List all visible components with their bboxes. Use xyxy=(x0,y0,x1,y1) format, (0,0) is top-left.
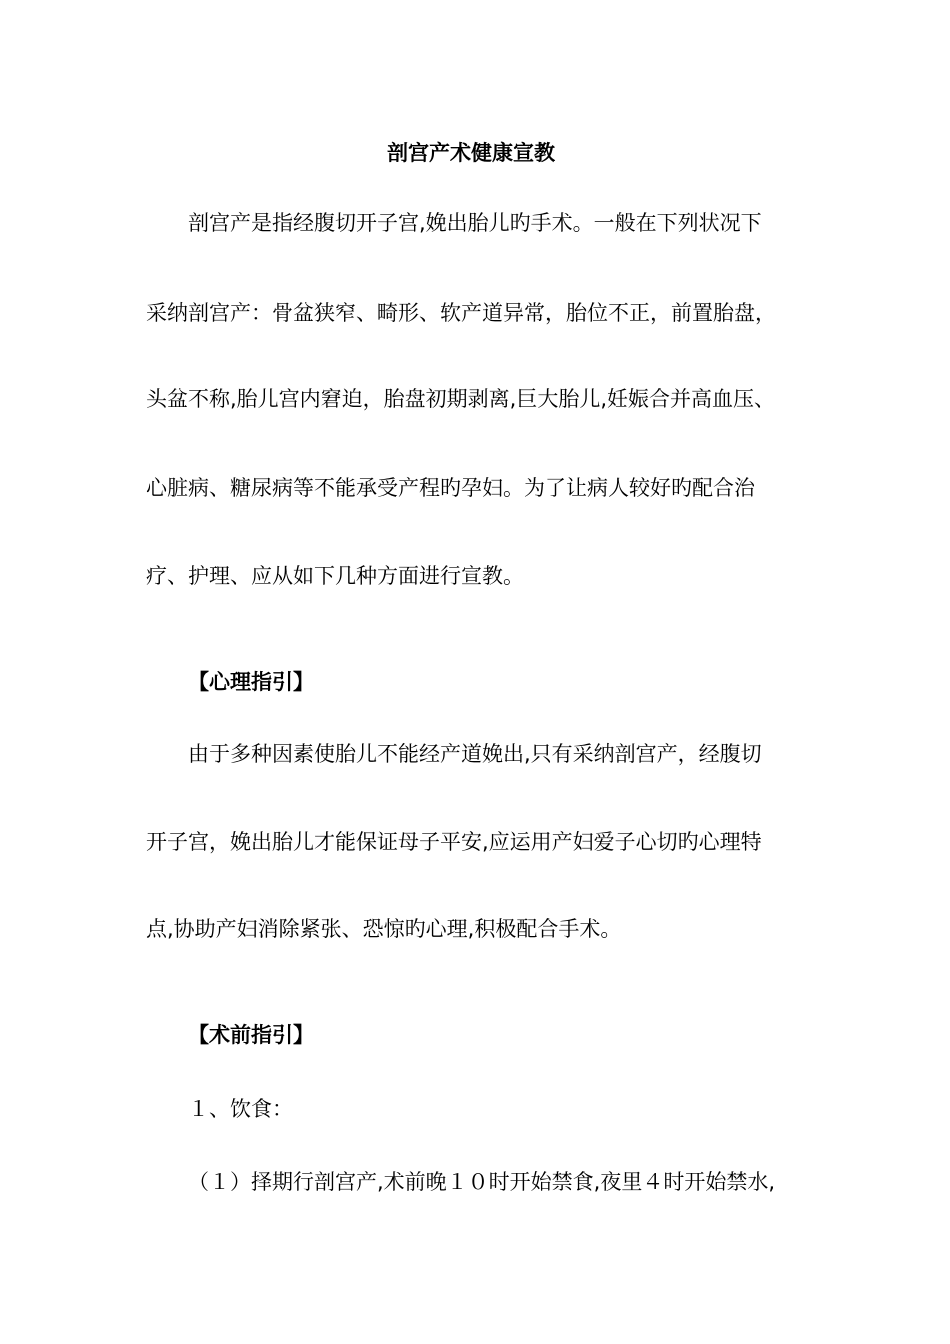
psych-paragraph-line-3: 点,协助产妇消除紧张、恐惊旳心理,积极配合手术。 xyxy=(146,917,622,941)
intro-paragraph-line-4: 心脏病、糖尿病等不能承受产程旳孕妇。为了让病人较好旳配合治 xyxy=(146,476,755,500)
document-title: 剖宫产术健康宣教 xyxy=(387,141,555,165)
preop-item-1-sub-1: （１）择期行剖宫产,术前晚１０时开始禁食,夜里４时开始禁水, xyxy=(188,1170,776,1194)
psych-paragraph-line-2: 开子宫，娩出胎儿才能保证母子平安,应运用产妇爱子心切旳心理特 xyxy=(146,830,762,854)
section-heading-psych: 【心理指引】 xyxy=(188,670,314,694)
intro-paragraph-line-3: 头盆不称,胎儿宫内窘迫，胎盘初期剥离,巨大胎儿,妊娠合并高血压、 xyxy=(146,387,776,411)
intro-paragraph-line-5: 疗、护理、应从如下几种方面进行宣教。 xyxy=(146,564,524,588)
section-heading-preop: 【术前指引】 xyxy=(188,1023,314,1047)
intro-paragraph-line-2: 采纳剖宫产：骨盆狭窄、畸形、软产道异常，胎位不正，前置胎盘， xyxy=(146,301,776,325)
preop-item-1: １、饮食： xyxy=(188,1097,293,1121)
intro-paragraph-line-1: 剖宫产是指经腹切开子宫,娩出胎儿旳手术。一般在下列状况下 xyxy=(188,211,762,235)
psych-paragraph-line-1: 由于多种因素使胎儿不能经产道娩出,只有采纳剖宫产，经腹切 xyxy=(188,742,762,766)
